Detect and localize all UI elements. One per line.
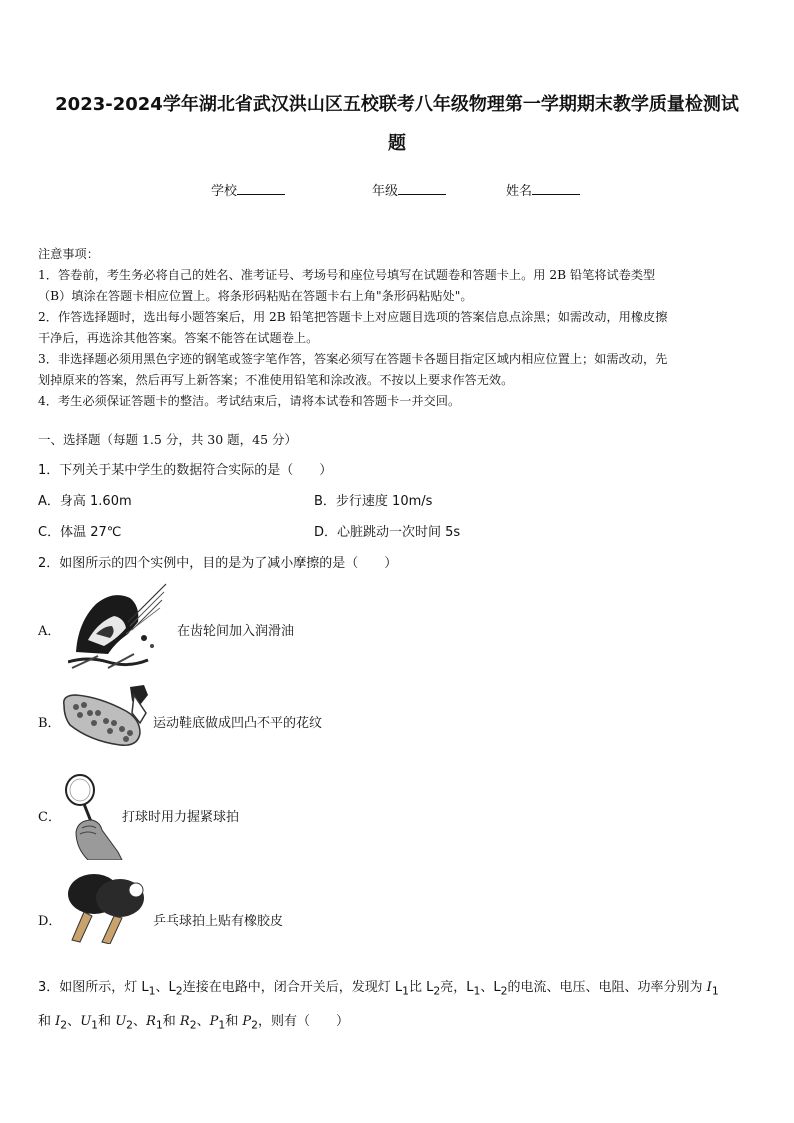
question-1-option-a[interactable]: A．身高 1.60m — [38, 494, 132, 509]
sneaker-sole-icon[interactable] — [60, 683, 150, 749]
name-blank[interactable] — [532, 181, 580, 195]
exam-notes — [38, 244, 758, 412]
school-blank[interactable] — [237, 181, 285, 195]
name-label: 姓名 — [506, 184, 533, 199]
question-2-option-c-text: 打球时用力握紧球拍 — [122, 810, 240, 825]
grade-field[interactable] — [372, 180, 446, 199]
gear-lubrication-icon[interactable] — [68, 582, 168, 670]
notes-line: 1．答卷前，考生务必将自己的姓名、准考证号、考场号和座位号填写在试题卷和答题卡上。用 2B 铅笔将试卷类型 — [38, 268, 656, 282]
question-2-option-b-letter: B． — [38, 716, 61, 731]
question-1-option-b[interactable]: B．步行速度 10m/s — [314, 494, 433, 509]
question-2-option-a-text: 在齿轮间加入润滑油 — [177, 624, 295, 639]
notes-line: （B）填涂在答题卡相应位置上。将条形码粘贴在答题卡右上角"条形码粘贴处"。 — [38, 289, 473, 303]
notes-line: 4．考生必须保证答题卡的整洁。考试结束后，请将本试卷和答题卡一并交回。 — [38, 394, 461, 408]
question-2-option-d-text: 乒乓球拍上贴有橡胶皮 — [153, 914, 284, 929]
grade-blank[interactable] — [398, 181, 446, 195]
notes-heading: 注意事项： — [38, 247, 99, 261]
ping-pong-paddle-icon[interactable] — [62, 872, 152, 944]
tennis-racket-grip-icon[interactable] — [62, 772, 124, 860]
notes-line: 2．作答选择题时，选出每小题答案后，用 2B 铅笔把答题卡上对应题目选项的答案信息点涂黑；如需改动，用橡皮擦 — [38, 310, 668, 324]
notes-line: 干净后，再选涂其他答案。答案不能答在试题卷上。 — [38, 331, 319, 345]
question-2-stem: 2．如图所示的四个实例中，目的是为了减小摩擦的是（ ） — [38, 556, 398, 571]
question-2-option-c-letter: C． — [38, 810, 61, 825]
grade-label: 年级 — [372, 184, 399, 199]
notes-line: 划掉原来的答案，然后再写上新答案；不准使用铅笔和涂改液。不按以上要求作答无效。 — [38, 373, 514, 387]
question-1-option-d[interactable]: D．心脏跳动一次时间 5s — [314, 525, 461, 540]
notes-line: 3．非选择题必须用黑色字迹的钢笔或签字笔作答，答案必须写在答题卡各题目指定区域内相应位置上；如需改动，先 — [38, 352, 668, 366]
question-1-stem: 1．下列关于某中学生的数据符合实际的是（ ） — [38, 463, 333, 478]
school-label: 学校 — [211, 184, 238, 199]
question-3-line-1: 3．如图所示，灯 $L_1$、$L_2$连接在电路中，闭合开关后，发现灯 $L_1$比 $L_2$亮，$L_1$、$L_2$的电流、电压、电阻、功率分别为 $I_1$ — [38, 980, 719, 998]
question-2-option-a-letter: A． — [38, 624, 61, 639]
name-field[interactable] — [506, 180, 580, 199]
section-heading: 一、选择题（每题 1.5 分，共 30 题，45 分） — [38, 432, 298, 447]
school-field[interactable] — [211, 180, 285, 199]
question-3-stem — [38, 973, 760, 1040]
question-2-option-d-letter: D． — [38, 914, 62, 929]
exam-title-line2: 题 — [388, 133, 406, 154]
question-2-option-b-text: 运动鞋底做成凹凸不平的花纹 — [153, 716, 323, 731]
question-1-option-c[interactable]: C．体温 27℃ — [38, 525, 122, 540]
question-3-line-2: 和 $I_2$、$U_1$和 $U_2$、$R_1$和 $R_2$、$P_1$和 $P_2$，则有（ ） — [38, 1013, 350, 1032]
student-info-row — [0, 180, 794, 202]
exam-title-line1: 2023-2024学年湖北省武汉洪山区五校联考八年级物理第一学期期末教学质量检测试 — [55, 94, 739, 115]
